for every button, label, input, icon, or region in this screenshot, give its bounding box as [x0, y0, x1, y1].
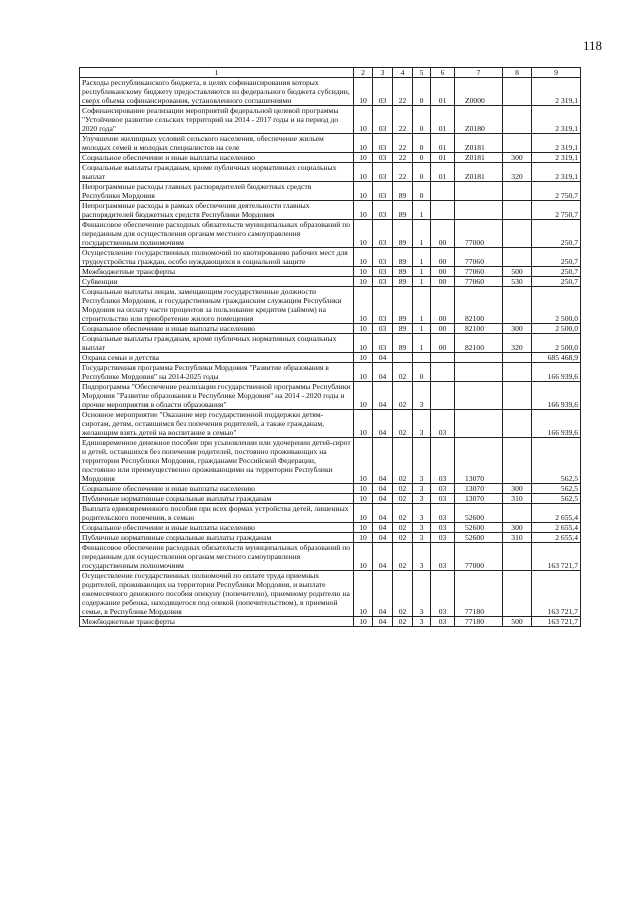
row-subsection: 04 — [373, 438, 393, 484]
row-direction-code: 77060 — [455, 267, 503, 277]
row-amount: 2 319,1 — [532, 106, 581, 134]
row-name: Социальные выплаты гражданам, кроме публичных нормативных социальных выплат — [80, 163, 354, 182]
row-section: 10 — [354, 201, 373, 220]
row-expense-type — [503, 410, 532, 438]
row-activity: 01 — [431, 78, 455, 106]
row-name: Субвенции — [80, 277, 354, 287]
row-subprogram: 3 — [413, 504, 431, 523]
row-section: 10 — [354, 248, 373, 267]
row-activity: 01 — [431, 134, 455, 153]
row-amount: 2 500,0 — [532, 287, 581, 324]
row-subsection: 03 — [373, 182, 393, 201]
table-body — [80, 68, 581, 627]
row-subprogram: 3 — [413, 494, 431, 504]
page-number: 118 — [582, 38, 602, 53]
row-amount: 250,7 — [532, 248, 581, 267]
row-name: Софинансирование реализации мероприятий федеральной целевой программы "Устойчивое развитие сельских территорий на 2014 - 2017 годы и на период до 2020 года" — [80, 106, 354, 134]
row-subsection: 03 — [373, 277, 393, 287]
table-row — [80, 410, 581, 438]
table-row — [80, 353, 581, 363]
row-direction-code: 52600 — [455, 504, 503, 523]
row-amount: 163 721,7 — [532, 543, 581, 571]
row-direction-code: 82100 — [455, 334, 503, 353]
row-subprogram: 3 — [413, 410, 431, 438]
row-direction-code — [455, 201, 503, 220]
row-subsection: 04 — [373, 504, 393, 523]
row-activity: 00 — [431, 334, 455, 353]
table-row — [80, 220, 581, 248]
row-section: 10 — [354, 182, 373, 201]
row-amount: 2 319,1 — [532, 78, 581, 106]
row-program: 89 — [393, 201, 413, 220]
row-subprogram: 1 — [413, 248, 431, 267]
row-section: 10 — [354, 533, 373, 543]
table-row — [80, 78, 581, 106]
row-amount: 2 655,4 — [532, 504, 581, 523]
row-activity: 00 — [431, 287, 455, 324]
row-program: 22 — [393, 163, 413, 182]
row-name: Подпрограмма "Обеспечение реализации государственной программы Республики Мордовия "Развитие образования в Республике Мордовия" на 2014 - 2020 годы и прочие мероприятия в области образования" — [80, 382, 354, 410]
row-direction-code: Z0181 — [455, 134, 503, 153]
row-name: Социальное обеспечение и иные выплаты населению — [80, 153, 354, 163]
row-amount: 2 655,4 — [532, 533, 581, 543]
row-section: 10 — [354, 267, 373, 277]
row-section: 10 — [354, 382, 373, 410]
row-subprogram: 3 — [413, 533, 431, 543]
row-expense-type — [503, 134, 532, 153]
row-section: 10 — [354, 334, 373, 353]
row-activity — [431, 353, 455, 363]
row-name: Расходы республиканского бюджета, в целях софинансирования которых республиканскому бюджету предоставляются из федерального бюджета субсидии, сверх объема софинансирования, установленного соглашениями — [80, 78, 354, 106]
header-col-4: 4 — [393, 68, 413, 78]
row-section: 10 — [354, 617, 373, 627]
header-col-1: 1 — [80, 68, 354, 78]
row-amount: 2 500,0 — [532, 334, 581, 353]
table-row — [80, 523, 581, 533]
row-section: 10 — [354, 277, 373, 287]
table-row — [80, 324, 581, 334]
row-name: Публичные нормативные социальные выплаты гражданам — [80, 494, 354, 504]
row-section: 10 — [354, 543, 373, 571]
row-section: 10 — [354, 287, 373, 324]
row-name: Охрана семьи и детства — [80, 353, 354, 363]
row-subprogram: 1 — [413, 277, 431, 287]
row-direction-code: 77180 — [455, 617, 503, 627]
row-activity: 00 — [431, 248, 455, 267]
row-section: 10 — [354, 220, 373, 248]
row-program: 02 — [393, 382, 413, 410]
row-program: 02 — [393, 617, 413, 627]
header-col-7: 7 — [455, 68, 503, 78]
row-subprogram: 1 — [413, 324, 431, 334]
row-activity — [431, 363, 455, 382]
row-amount: 250,7 — [532, 277, 581, 287]
row-activity: 03 — [431, 438, 455, 484]
row-subprogram: 3 — [413, 382, 431, 410]
row-subprogram: 3 — [413, 543, 431, 571]
row-section: 10 — [354, 163, 373, 182]
row-section: 10 — [354, 571, 373, 617]
row-direction-code: Z0180 — [455, 106, 503, 134]
row-amount: 166 939,6 — [532, 410, 581, 438]
row-name: Основное мероприятие "Оказание мер государственной поддержки детям-сиротам, детям, оставшимся без попечения родителей, а также гражданам, желающим взять детей на воспитание в семью" — [80, 410, 354, 438]
row-program: 02 — [393, 363, 413, 382]
row-subprogram: 3 — [413, 617, 431, 627]
row-direction-code: 13070 — [455, 494, 503, 504]
row-subprogram: 0 — [413, 153, 431, 163]
row-name: Социальные выплаты гражданам, кроме публичных нормативных социальных выплат — [80, 334, 354, 353]
row-subsection: 03 — [373, 163, 393, 182]
table-row — [80, 201, 581, 220]
header-col-8: 8 — [503, 68, 532, 78]
row-expense-type — [503, 363, 532, 382]
row-amount: 2 500,0 — [532, 324, 581, 334]
row-program: 89 — [393, 182, 413, 201]
row-subsection: 03 — [373, 287, 393, 324]
row-subprogram — [413, 353, 431, 363]
row-direction-code — [455, 182, 503, 201]
row-expense-type — [503, 543, 532, 571]
row-expense-type — [503, 201, 532, 220]
row-direction-code: 77000 — [455, 220, 503, 248]
row-activity: 00 — [431, 267, 455, 277]
row-amount: 562,5 — [532, 494, 581, 504]
row-direction-code: 13070 — [455, 438, 503, 484]
row-activity — [431, 382, 455, 410]
header-col-5: 5 — [413, 68, 431, 78]
budget-table — [79, 67, 581, 627]
row-program: 22 — [393, 134, 413, 153]
row-name: Социальные выплаты лицам, замещающим государственные должности Республики Мордовия, и государственным гражданским служащим Республики Мордовия на оплату части процентов за пользование кредитом (займом) на строительство или приобретение жилого помещения — [80, 287, 354, 324]
row-program: 02 — [393, 571, 413, 617]
table-row — [80, 543, 581, 571]
row-activity: 03 — [431, 533, 455, 543]
row-subprogram: 3 — [413, 484, 431, 494]
row-activity: 03 — [431, 571, 455, 617]
row-subsection: 03 — [373, 78, 393, 106]
row-subsection: 03 — [373, 267, 393, 277]
row-subsection: 04 — [373, 571, 393, 617]
row-name: Социальное обеспечение и иные выплаты населению — [80, 324, 354, 334]
row-program: 02 — [393, 533, 413, 543]
row-section: 10 — [354, 484, 373, 494]
row-section: 10 — [354, 353, 373, 363]
table-row — [80, 382, 581, 410]
row-program: 02 — [393, 484, 413, 494]
row-subsection: 04 — [373, 382, 393, 410]
row-name: Межбюджетные трансферты — [80, 267, 354, 277]
row-direction-code: 13070 — [455, 484, 503, 494]
row-direction-code — [455, 363, 503, 382]
row-activity: 01 — [431, 106, 455, 134]
row-subsection: 04 — [373, 617, 393, 627]
row-expense-type — [503, 248, 532, 267]
row-activity: 01 — [431, 163, 455, 182]
table-row — [80, 533, 581, 543]
row-program: 89 — [393, 267, 413, 277]
table-row — [80, 267, 581, 277]
row-subprogram: 0 — [413, 163, 431, 182]
row-direction-code: 77180 — [455, 571, 503, 617]
row-direction-code: 77060 — [455, 277, 503, 287]
row-subprogram: 1 — [413, 220, 431, 248]
row-section: 10 — [354, 153, 373, 163]
row-section: 10 — [354, 106, 373, 134]
row-subsection: 03 — [373, 106, 393, 134]
row-amount: 562,5 — [532, 438, 581, 484]
row-expense-type — [503, 220, 532, 248]
row-subsection: 03 — [373, 201, 393, 220]
row-subsection: 04 — [373, 353, 393, 363]
row-amount: 166 939,6 — [532, 382, 581, 410]
table-row — [80, 484, 581, 494]
row-amount: 163 721,7 — [532, 617, 581, 627]
row-section: 10 — [354, 494, 373, 504]
row-direction-code: 82100 — [455, 287, 503, 324]
table-row — [80, 248, 581, 267]
row-name: Социальное обеспечение и иные выплаты населению — [80, 523, 354, 533]
row-expense-type: 500 — [503, 267, 532, 277]
row-section: 10 — [354, 504, 373, 523]
row-amount: 2 750,7 — [532, 201, 581, 220]
row-name: Осуществление государственных полномочий по оплате труда приемных родителей, проживающих на территории Республики Мордовия, и выплате ежемесячного денежного пособия опекуну (попечителю), приемному родителю на содержание ребенка, находящегося под опекой (попечительством), в приемной семье, в Республике Мордовия — [80, 571, 354, 617]
row-section: 10 — [354, 410, 373, 438]
row-expense-type — [503, 353, 532, 363]
row-subsection: 04 — [373, 410, 393, 438]
row-expense-type — [503, 571, 532, 617]
row-direction-code — [455, 410, 503, 438]
row-program: 02 — [393, 410, 413, 438]
row-amount: 2 655,4 — [532, 523, 581, 533]
row-subsection: 04 — [373, 543, 393, 571]
row-program: 89 — [393, 324, 413, 334]
row-program: 02 — [393, 543, 413, 571]
row-amount: 250,7 — [532, 267, 581, 277]
row-subsection: 03 — [373, 220, 393, 248]
row-subsection: 04 — [373, 523, 393, 533]
row-name: Непрограммные расходы главных распорядителей бюджетных средств Республики Мордовия — [80, 182, 354, 201]
row-direction-code: 82100 — [455, 324, 503, 334]
row-program: 22 — [393, 153, 413, 163]
row-activity: 03 — [431, 617, 455, 627]
row-expense-type — [503, 106, 532, 134]
row-subsection: 04 — [373, 484, 393, 494]
row-section: 10 — [354, 438, 373, 484]
row-expense-type: 320 — [503, 334, 532, 353]
row-subprogram: 1 — [413, 201, 431, 220]
row-program: 02 — [393, 523, 413, 533]
row-expense-type: 530 — [503, 277, 532, 287]
row-activity: 03 — [431, 523, 455, 533]
row-activity: 03 — [431, 543, 455, 571]
header-col-6: 6 — [431, 68, 455, 78]
row-amount: 2 750,7 — [532, 182, 581, 201]
table-header-row — [80, 68, 581, 78]
row-program: 22 — [393, 78, 413, 106]
table-row — [80, 153, 581, 163]
row-activity: 03 — [431, 494, 455, 504]
table-row — [80, 571, 581, 617]
row-direction-code: Z0000 — [455, 78, 503, 106]
row-program: 89 — [393, 220, 413, 248]
row-direction-code: Z0181 — [455, 163, 503, 182]
row-expense-type — [503, 438, 532, 484]
table-row — [80, 106, 581, 134]
row-activity: 01 — [431, 153, 455, 163]
row-activity: 03 — [431, 484, 455, 494]
row-subsection: 03 — [373, 334, 393, 353]
row-subprogram: 3 — [413, 523, 431, 533]
table-row — [80, 277, 581, 287]
row-expense-type: 300 — [503, 153, 532, 163]
row-direction-code — [455, 353, 503, 363]
row-name: Финансовое обеспечение расходных обязательств муниципальных образований по переданным для осуществления органам местного самоуправления государственным полномочиям — [80, 543, 354, 571]
row-subsection: 04 — [373, 363, 393, 382]
row-name: Социальное обеспечение и иные выплаты населению — [80, 484, 354, 494]
row-direction-code: 77000 — [455, 543, 503, 571]
row-activity: 03 — [431, 410, 455, 438]
row-section: 10 — [354, 363, 373, 382]
row-program: 02 — [393, 438, 413, 484]
row-name: Выплата единовременного пособия при всех формах устройства детей, лишенных родительского попечения, в семью — [80, 504, 354, 523]
row-program: 02 — [393, 494, 413, 504]
row-subprogram: 1 — [413, 334, 431, 353]
row-activity — [431, 201, 455, 220]
row-subsection: 04 — [373, 494, 393, 504]
row-subprogram: 0 — [413, 182, 431, 201]
row-name: Публичные нормативные социальные выплаты гражданам — [80, 533, 354, 543]
row-subprogram: 3 — [413, 571, 431, 617]
row-expense-type — [503, 287, 532, 324]
row-subprogram: 0 — [413, 134, 431, 153]
row-section: 10 — [354, 134, 373, 153]
row-activity: 00 — [431, 277, 455, 287]
row-program: 89 — [393, 277, 413, 287]
row-program: 89 — [393, 248, 413, 267]
row-activity: 03 — [431, 504, 455, 523]
row-direction-code: 52600 — [455, 533, 503, 543]
row-direction-code: 77060 — [455, 248, 503, 267]
header-col-2: 2 — [354, 68, 373, 78]
row-activity: 00 — [431, 324, 455, 334]
row-subprogram: 1 — [413, 267, 431, 277]
row-subsection: 03 — [373, 153, 393, 163]
row-direction-code — [455, 382, 503, 410]
row-name: Финансовое обеспечение расходных обязательств муниципальных образований по переданным для осуществления органам местного самоуправления государственным полномочиям — [80, 220, 354, 248]
row-expense-type: 320 — [503, 163, 532, 182]
row-activity — [431, 182, 455, 201]
row-amount: 166 939,6 — [532, 363, 581, 382]
row-direction-code: Z0181 — [455, 153, 503, 163]
row-amount: 2 319,1 — [532, 153, 581, 163]
row-expense-type — [503, 182, 532, 201]
row-program: 89 — [393, 287, 413, 324]
row-program — [393, 353, 413, 363]
row-amount: 562,5 — [532, 484, 581, 494]
row-amount: 685 468,9 — [532, 353, 581, 363]
row-expense-type — [503, 78, 532, 106]
row-amount: 2 319,1 — [532, 163, 581, 182]
row-expense-type — [503, 382, 532, 410]
table-row — [80, 494, 581, 504]
table-row — [80, 363, 581, 382]
row-subsection: 03 — [373, 248, 393, 267]
row-amount: 163 721,7 — [532, 571, 581, 617]
row-amount: 2 319,1 — [532, 134, 581, 153]
row-subprogram: 1 — [413, 287, 431, 324]
row-program: 89 — [393, 334, 413, 353]
table-row — [80, 163, 581, 182]
row-subprogram: 0 — [413, 106, 431, 134]
row-subsection: 03 — [373, 324, 393, 334]
table-row — [80, 504, 581, 523]
table-row — [80, 287, 581, 324]
table-row — [80, 617, 581, 627]
header-col-9: 9 — [532, 68, 581, 78]
table-row — [80, 134, 581, 153]
row-activity: 00 — [431, 220, 455, 248]
row-name: Государственная программа Республики Мордовия "Развитие образования в Республике Мордовия" на 2014-2025 годы — [80, 363, 354, 382]
row-name: Осуществление государственных полномочий по квотированию рабочих мест для трудоустройства граждан, особо нуждающихся в социальной защите — [80, 248, 354, 267]
row-program: 22 — [393, 106, 413, 134]
row-name: Межбюджетные трансферты — [80, 617, 354, 627]
row-subprogram: 0 — [413, 363, 431, 382]
row-subsection: 03 — [373, 134, 393, 153]
row-expense-type: 500 — [503, 617, 532, 627]
row-subprogram: 0 — [413, 78, 431, 106]
row-program: 02 — [393, 504, 413, 523]
row-direction-code: 52600 — [455, 523, 503, 533]
row-expense-type: 300 — [503, 484, 532, 494]
row-section: 10 — [354, 324, 373, 334]
row-name: Единовременное денежное пособие при усыновлении или удочерении детей-сирот и детей, оставшихся без попечения родителей, постоянно проживающих на территории Республики Мордовия, гражданами Российской Федерации, постоянно или преимущественно проживающими на территории Республики Мордовия — [80, 438, 354, 484]
row-amount: 250,7 — [532, 220, 581, 248]
row-name: Непрограммные расходы в рамках обеспечения деятельности главных распорядителей бюджетных средств Республики Мордовия — [80, 201, 354, 220]
row-subprogram: 3 — [413, 438, 431, 484]
table-row — [80, 182, 581, 201]
row-expense-type: 310 — [503, 533, 532, 543]
table-row — [80, 334, 581, 353]
table-row — [80, 438, 581, 484]
row-section: 10 — [354, 78, 373, 106]
row-section: 10 — [354, 523, 373, 533]
row-expense-type: 300 — [503, 324, 532, 334]
row-expense-type — [503, 504, 532, 523]
header-col-3: 3 — [373, 68, 393, 78]
row-name: Улучшение жилищных условий сельского населения, обеспечение жильем молодых семей и молодых специалистов на селе — [80, 134, 354, 153]
row-expense-type: 310 — [503, 494, 532, 504]
row-expense-type: 300 — [503, 523, 532, 533]
row-subsection: 04 — [373, 533, 393, 543]
